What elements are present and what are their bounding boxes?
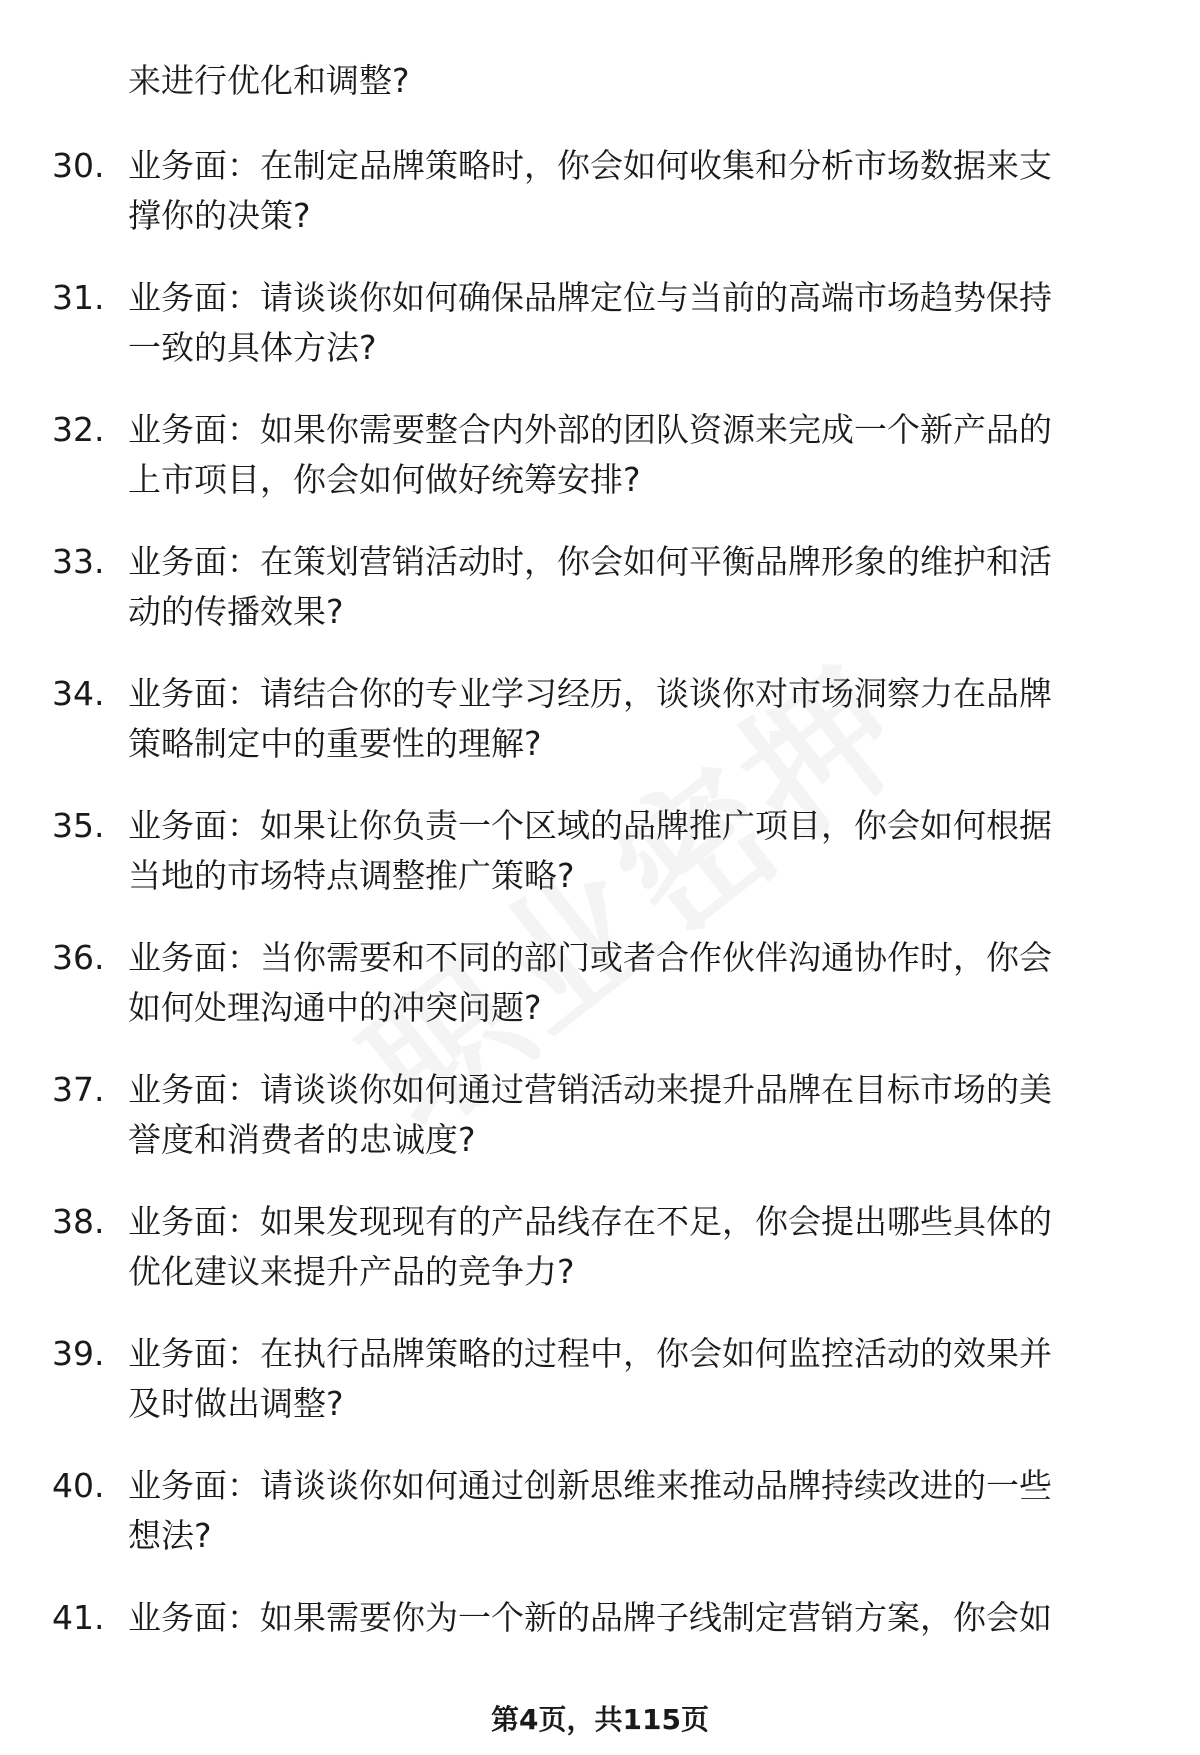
item-number: 36. bbox=[52, 938, 105, 977]
item-number: 32. bbox=[52, 410, 105, 449]
item-text-line: 撑你的决策? bbox=[128, 196, 311, 235]
list-item bbox=[0, 1461, 1200, 1593]
continuation-text: 来进行优化和调整? bbox=[128, 61, 410, 100]
list-item bbox=[0, 933, 1200, 1065]
item-text-line: 动的传播效果? bbox=[128, 592, 344, 631]
list-item bbox=[0, 669, 1200, 801]
item-text-line: 业务面：在策划营销活动时，你会如何平衡品牌形象的维护和活 bbox=[128, 542, 1052, 581]
item-text-line: 如何处理沟通中的冲突问题? bbox=[128, 988, 542, 1027]
item-text-line: 上市项目，你会如何做好统筹安排? bbox=[128, 460, 641, 499]
item-text-line: 及时做出调整? bbox=[128, 1384, 344, 1423]
list-item bbox=[0, 273, 1200, 405]
list-item bbox=[0, 141, 1200, 273]
list-item bbox=[0, 801, 1200, 933]
item-text-line: 业务面：如果需要你为一个新的品牌子线制定营销方案，你会如 bbox=[128, 1598, 1052, 1637]
item-text-line: 誉度和消费者的忠诚度? bbox=[128, 1120, 476, 1159]
item-text-line: 业务面：如果你需要整合内外部的团队资源来完成一个新产品的 bbox=[128, 410, 1052, 449]
item-number: 37. bbox=[52, 1070, 105, 1109]
item-number: 30. bbox=[52, 146, 105, 185]
item-number: 33. bbox=[52, 542, 105, 581]
item-text-line: 业务面：在执行品牌策略的过程中，你会如何监控活动的效果并 bbox=[128, 1334, 1052, 1373]
list-item bbox=[0, 1329, 1200, 1461]
item-number: 34. bbox=[52, 674, 105, 713]
item-text-line: 业务面：请结合你的专业学习经历，谈谈你对市场洞察力在品牌 bbox=[128, 674, 1052, 713]
list-item bbox=[0, 537, 1200, 669]
item-text-line: 当地的市场特点调整推广策略? bbox=[128, 856, 575, 895]
item-number: 31. bbox=[52, 278, 105, 317]
list-item bbox=[0, 1197, 1200, 1329]
item-text-line: 业务面：请谈谈你如何通过营销活动来提升品牌在目标市场的美 bbox=[128, 1070, 1052, 1109]
item-text-line: 一致的具体方法? bbox=[128, 328, 377, 367]
item-number: 41. bbox=[52, 1598, 105, 1637]
item-text-line: 策略制定中的重要性的理解? bbox=[128, 724, 542, 763]
item-number: 35. bbox=[52, 806, 105, 845]
item-text-line: 业务面：请谈谈你如何确保品牌定位与当前的高端市场趋势保持 bbox=[128, 278, 1052, 317]
item-text-line: 想法? bbox=[128, 1516, 212, 1555]
question-list bbox=[0, 141, 1200, 1725]
item-text-line: 业务面：当你需要和不同的部门或者合作伙伴沟通协作时，你会 bbox=[128, 938, 1052, 977]
item-number: 39. bbox=[52, 1334, 105, 1373]
item-text-line: 业务面：在制定品牌策略时，你会如何收集和分析市场数据来支 bbox=[128, 146, 1052, 185]
item-number: 38. bbox=[52, 1202, 105, 1241]
item-text-line: 业务面：如果发现现有的产品线存在不足，你会提出哪些具体的 bbox=[128, 1202, 1052, 1241]
list-item bbox=[0, 405, 1200, 537]
page-footer: 第4页，共115页 bbox=[491, 1703, 709, 1736]
item-text-line: 优化建议来提升产品的竞争力? bbox=[128, 1252, 575, 1291]
list-item bbox=[0, 1065, 1200, 1197]
item-number: 40. bbox=[52, 1466, 105, 1505]
item-text-line: 业务面：请谈谈你如何通过创新思维来推动品牌持续改进的一些 bbox=[128, 1466, 1052, 1505]
item-text-line: 业务面：如果让你负责一个区域的品牌推广项目，你会如何根据 bbox=[128, 806, 1052, 845]
